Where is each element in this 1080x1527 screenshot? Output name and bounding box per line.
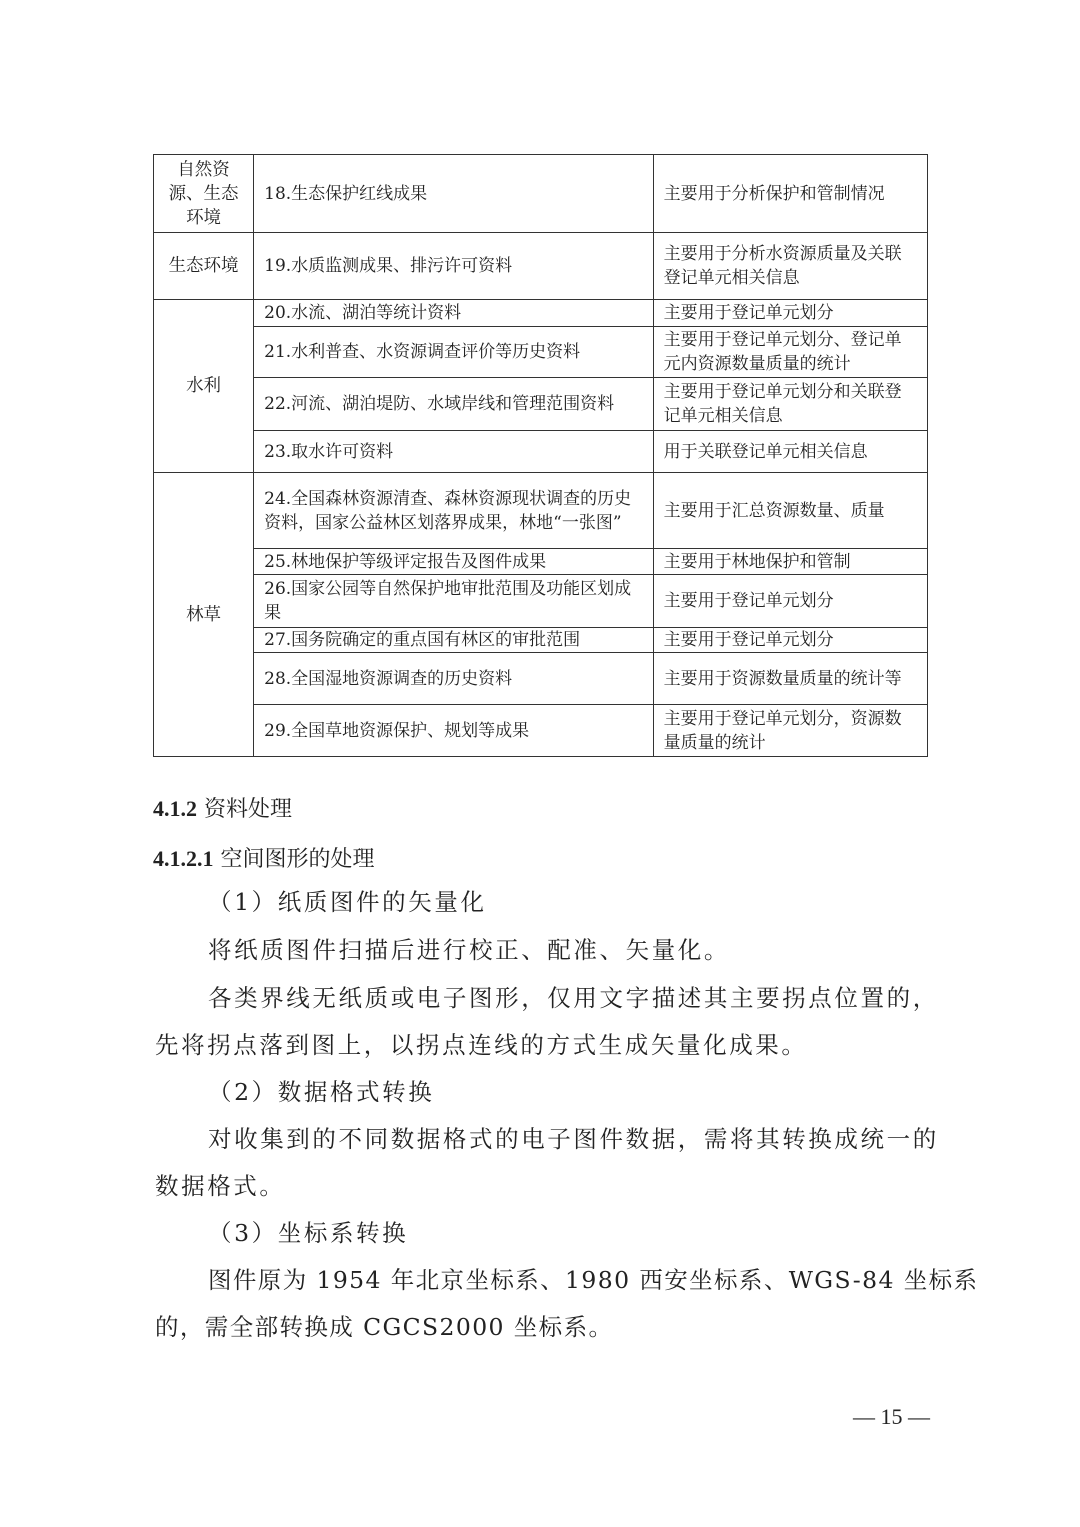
section-number: 4.1.2 — [153, 796, 197, 821]
paragraph-text: 先将拐点落到图上，以拐点连线的方式生成矢量化成果。 — [155, 1031, 808, 1059]
item-cell: 25.林地保护等级评定报告及图件成果 — [254, 549, 654, 575]
item-cell: 21.水利普查、水资源调查评价等历史资料 — [254, 327, 654, 378]
table-row — [154, 378, 928, 431]
paragraph-item-heading: （3）坐标系转换 — [208, 1219, 409, 1247]
item-cell: 23.取水许可资料 — [254, 431, 654, 473]
table-row — [154, 300, 928, 327]
table-row — [154, 549, 928, 575]
paragraph-item-heading: （2）数据格式转换 — [208, 1078, 435, 1106]
use-cell: 主要用于登记单元划分 — [653, 628, 927, 653]
subsection-title: 空间图形的处理 — [220, 847, 375, 872]
item-cell: 20.水流、湖泊等统计资料 — [254, 300, 654, 327]
use-cell: 主要用于汇总资源数量、质量 — [653, 473, 927, 549]
item-cell: 19.水质监测成果、排污许可资料 — [254, 233, 654, 300]
table-row — [154, 653, 928, 705]
item-cell: 24.全国森林资源清查、森林资源现状调查的历史资料，国家公益林区划落界成果，林地“一张图” — [254, 473, 654, 549]
item-cell: 26.国家公园等自然保护地审批范围及功能区划成果 — [254, 575, 654, 628]
paragraph-item-heading: （1）纸质图件的矢量化 — [208, 888, 487, 916]
category-cell: 林草 — [154, 473, 254, 757]
data-table — [153, 154, 928, 757]
item-cell: 22.河流、湖泊堤防、水域岸线和管理范围资料 — [254, 378, 654, 431]
use-cell: 主要用于分析保护和管制情况 — [653, 155, 927, 233]
section-title: 资料处理 — [204, 797, 293, 822]
page-number: — 15 — — [853, 1404, 930, 1429]
use-cell: 主要用于分析水资源质量及关联登记单元相关信息 — [653, 233, 927, 300]
category-cell: 生态环境 — [154, 233, 254, 300]
use-cell: 主要用于林地保护和管制 — [653, 549, 927, 575]
table-row — [154, 705, 928, 757]
table-row — [154, 431, 928, 473]
paragraph-text: 对收集到的不同数据格式的电子图件数据，需将其转换成统一的 — [208, 1125, 939, 1153]
item-cell: 27.国务院确定的重点国有林区的审批范围 — [254, 628, 654, 653]
use-cell: 主要用于登记单元划分 — [653, 575, 927, 628]
paragraph-text: 数据格式。 — [155, 1172, 286, 1200]
paragraph-text: 各类界线无纸质或电子图形，仅用文字描述其主要拐点位置的， — [208, 984, 939, 1012]
paragraph-text: 的，需全部转换成 CGCS2000 坐标系。 — [155, 1313, 614, 1341]
table-row — [154, 327, 928, 378]
use-cell: 主要用于登记单元划分和关联登记单元相关信息 — [653, 378, 927, 431]
item-cell: 18.生态保护红线成果 — [254, 155, 654, 233]
category-cell: 水利 — [154, 300, 254, 473]
paragraph-text: 图件原为 1954 年北京坐标系、1980 西安坐标系、WGS-84 坐标系 — [208, 1266, 979, 1294]
table-row — [154, 628, 928, 653]
subsection-number: 4.1.2.1 — [153, 846, 214, 871]
item-cell: 29.全国草地资源保护、规划等成果 — [254, 705, 654, 757]
table-row — [154, 233, 928, 300]
table-row — [154, 473, 928, 549]
category-cell: 自然资源、生态环境 — [154, 155, 254, 233]
use-cell: 主要用于登记单元划分、登记单元内资源数量质量的统计 — [653, 327, 927, 378]
use-cell: 主要用于资源数量质量的统计等 — [653, 653, 927, 705]
use-cell: 主要用于登记单元划分，资源数量质量的统计 — [653, 705, 927, 757]
item-cell: 28.全国湿地资源调查的历史资料 — [254, 653, 654, 705]
subsection-heading — [153, 842, 375, 873]
section-heading — [153, 792, 292, 823]
use-cell: 主要用于登记单元划分 — [653, 300, 927, 327]
paragraph-text: 将纸质图件扫描后进行校正、配准、矢量化。 — [208, 936, 730, 964]
table-row — [154, 155, 928, 233]
table-row — [154, 575, 928, 628]
use-cell: 用于关联登记单元相关信息 — [653, 431, 927, 473]
